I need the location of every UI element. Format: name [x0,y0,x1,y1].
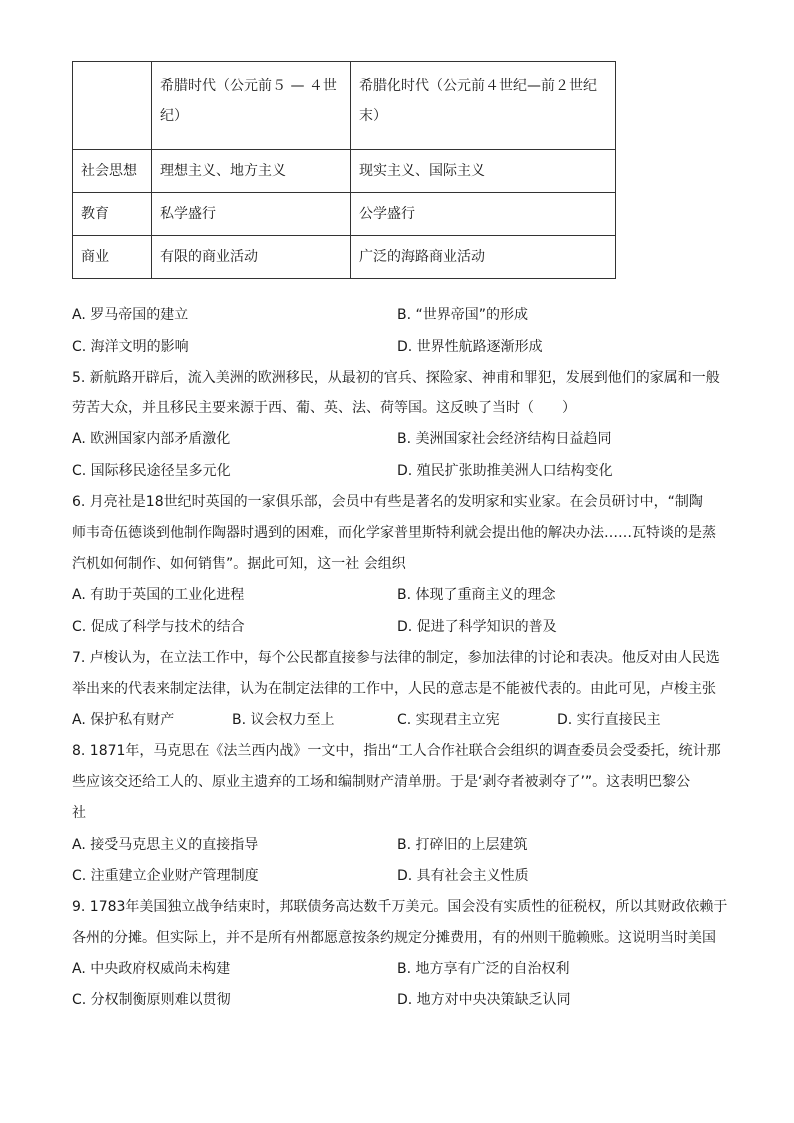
question-9-stem: 9. 1783年美国独立战争结束时，邦联债务高达数千万美元。国会没有实质性的征税权，所以其财政依赖于 [72,899,728,915]
option-b[interactable]: B. 体现了重商主义的理念 [397,587,556,603]
option-c[interactable]: C. 国际移民途径呈多元化 [72,463,231,479]
option-b[interactable]: B. “世界帝国”的形成 [397,307,529,323]
table-cell: 理想主义、地方主义 [152,150,351,193]
question-6-stem: 汽机如何制作、如何销售”。据此可知，这一社 会组织 [72,556,406,572]
question-8-stem: 8. 1871年，马克思在《法兰西内战》一文中，指出“工人合作社联合会组织的调查委员会受委托，统计那 [72,743,721,759]
option-a[interactable]: A. 欧洲国家内部矛盾激化 [72,431,231,447]
option-d[interactable]: D. 殖民扩张助推美洲人口结构变化 [397,463,613,479]
table-cell: 公学盛行 [351,193,616,236]
question-5-stem: 5. 新航路开辟后，流入美洲的欧洲移民，从最初的官兵、探险家、神甫和罪犯，发展到他们的家属和一般 [72,370,720,386]
table-row [73,193,616,236]
question-9-stem: 各州的分摊。但实际上，并不是所有州都愿意按条约规定分摊费用，有的州则干脆赖账。这说明当时美国 [72,930,716,946]
table-cell: 商业 [73,236,152,279]
option-b[interactable]: B. 地方享有广泛的自治权利 [397,961,570,977]
option-a[interactable]: A. 罗马帝国的建立 [72,307,189,323]
option-a[interactable]: A. 保护私有财产 [72,712,175,728]
table-cell: 广泛的海路商业活动 [351,236,616,279]
question-7-stem: 举出来的代表来制定法律，认为在制定法律的工作中，人民的意志是不能被代表的。由此可见，卢梭主张 [72,681,716,697]
table-header-cell [73,62,152,150]
header-line: 希腊时代（公元前５ — ４世 [160,78,337,94]
question-8-stem: 社 [72,805,86,821]
table-cell: 现实主义、国际主义 [351,150,616,193]
question-7-stem: 7. 卢梭认为，在立法工作中，每个公民都直接参与法律的制定，参加法律的讨论和表决。他反对由人民选 [72,650,720,666]
option-c[interactable]: C. 海洋文明的影响 [72,339,189,355]
option-c[interactable]: C. 实现君主立宪 [397,712,500,728]
option-a[interactable]: A. 有助于英国的工业化进程 [72,587,245,603]
option-c[interactable]: C. 促成了科学与技术的结合 [72,619,245,635]
option-c[interactable]: C. 分权制衡原则难以贯彻 [72,992,231,1008]
comparison-table [72,61,616,279]
question-6-stem: 6. 月亮社是18世纪时英国的一家俱乐部，会员中有些是著名的发明家和实业家。在会员研讨中，“制陶 [72,494,703,510]
option-b[interactable]: B. 打碎旧的上层建筑 [397,837,528,853]
question-5-stem: 劳苦大众，并且移民主要来源于西、葡、英、法、荷等国。这反映了当时（ ） [72,400,576,416]
option-c[interactable]: C. 注重建立企业财产管理制度 [72,868,259,884]
option-a[interactable]: A. 中央政府权威尚未构建 [72,961,231,977]
table-header-cell [351,62,616,150]
option-a[interactable]: A. 接受马克思主义的直接指导 [72,837,259,853]
table-row [73,150,616,193]
table-cell: 有限的商业活动 [152,236,351,279]
table-cell: 私学盛行 [152,193,351,236]
table-row [73,236,616,279]
header-line: 希腊化时代（公元前４世纪—前２世纪 [359,78,597,94]
option-d[interactable]: D. 具有社会主义性质 [397,868,529,884]
table-cell: 社会思想 [73,150,152,193]
option-d[interactable]: D. 地方对中央决策缺乏认同 [397,992,571,1008]
table-header-cell [152,62,351,150]
option-b[interactable]: B. 议会权力至上 [232,712,335,728]
table-header-row [73,62,616,150]
header-line: 纪） [160,108,188,124]
header-line: 末） [359,108,387,124]
option-d[interactable]: D. 促进了科学知识的普及 [397,619,557,635]
option-b[interactable]: B. 美洲国家社会经济结构日益趋同 [397,431,612,447]
option-d[interactable]: D. 世界性航路逐渐形成 [397,339,543,355]
table-cell: 教育 [73,193,152,236]
question-6-stem: 师韦奇伍德谈到他制作陶器时遇到的困难，而化学家普里斯特利就会提出他的解决办法……瓦特谈的是蒸 [72,525,716,541]
question-8-stem: 些应该交还给工人的、原业主遗弃的工场和编制财产清单册。于是‘剥夺者被剥夺了’”。这表明巴黎公 [72,774,691,790]
option-d[interactable]: D. 实行直接民主 [557,712,661,728]
